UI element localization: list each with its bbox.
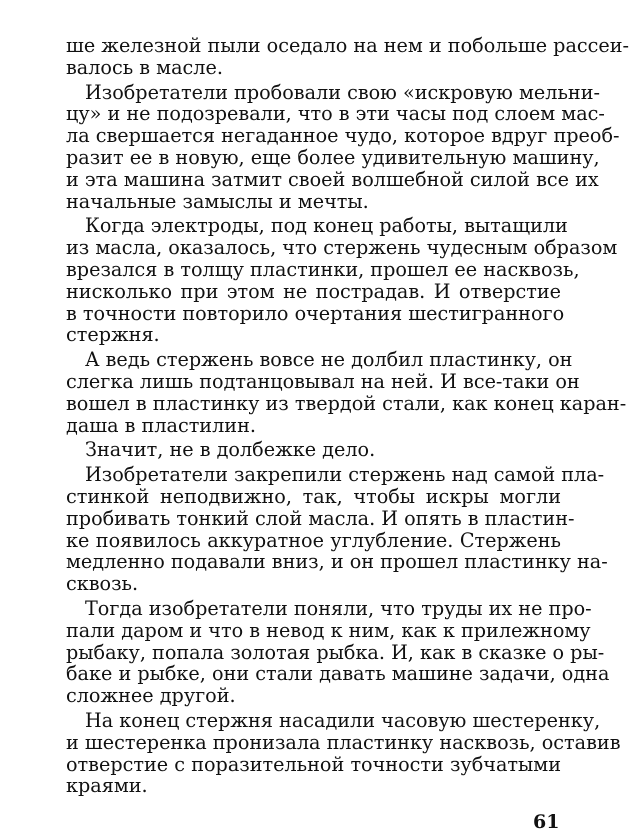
text-line: из масла, оказалось, что стержень чудесным образом bbox=[66, 236, 618, 260]
text-line: Изобретатели закрепили стержень над самой пла- bbox=[85, 463, 605, 487]
text-line: А ведь стержень вовсе не долбил пластинку, он bbox=[85, 348, 573, 372]
text-line: сложнее другой. bbox=[66, 684, 236, 708]
text-line: пали даром и что в невод к ним, как к прилежному bbox=[66, 618, 591, 642]
text-line: отверстие с поразительной точности зубчатыми bbox=[66, 752, 561, 776]
text-line: цу» и не подозревали, что в эти часы под слоем мас- bbox=[66, 102, 605, 126]
text-line: ке появилось аккуратное углубление. Стержень bbox=[66, 528, 561, 552]
text-line: сквозь. bbox=[66, 572, 139, 596]
text-line: в точности повторило очертания шестигранного bbox=[66, 301, 565, 325]
text-line: врезался в толщу пластинки, прошел ее насквозь, bbox=[66, 258, 580, 281]
text-line: Изобретатели пробовали свою «искровую мельни- bbox=[85, 80, 600, 104]
text-line: стинкой неподвижно, так, чтобы искры могли bbox=[66, 485, 561, 508]
text-line: медленно подавали вниз, и он прошел пластинку на- bbox=[66, 550, 608, 574]
text-line: вошел в пластинку из твердой стали, как конец каран- bbox=[66, 391, 627, 415]
text-line: разит ее в новую, еще более удивительную машину, bbox=[66, 146, 600, 169]
text-line: Тогда изобретатели поняли, что труды их не про- bbox=[85, 597, 592, 620]
text-line: На конец стержня насадили часовую шестеренку, bbox=[85, 709, 601, 732]
text-line: начальные замыслы и мечты. bbox=[66, 189, 369, 213]
text-line: пробивать тонкий слой масла. И опять в пластин- bbox=[66, 506, 575, 530]
text-line: слегка лишь подтанцовывал на ней. И все-таки он bbox=[66, 370, 580, 393]
text-line: краями. bbox=[66, 774, 148, 798]
text-line: Когда электроды, под конец работы, вытащили bbox=[85, 214, 568, 238]
text-line: рыбаку, попала золотая рыбка. И, как в сказке о ры- bbox=[66, 640, 605, 664]
text-line: даша в пластилин. bbox=[66, 413, 256, 437]
text-line: валось в масле. bbox=[66, 55, 223, 79]
text-line: Значит, не в долбежке дело. bbox=[85, 438, 376, 462]
page-number: 61 bbox=[533, 811, 560, 834]
text-line: и эта машина затмит своей волшебной силой все их bbox=[66, 167, 599, 191]
text-line: ше железной пыли оседало на нем и побольше рассеи- bbox=[66, 34, 629, 57]
text-line: ла свершается негаданное чудо, которое вдруг преоб- bbox=[66, 124, 620, 148]
text-line: баке и рыбке, они стали давать машине задачи, одна bbox=[66, 662, 610, 686]
text-line: нисколько при этом не пострадав. И отверстие bbox=[66, 279, 561, 303]
text-line: и шестеренка пронизала пластинку насквозь, оставив bbox=[66, 730, 621, 754]
text-line: стержня. bbox=[66, 323, 160, 347]
